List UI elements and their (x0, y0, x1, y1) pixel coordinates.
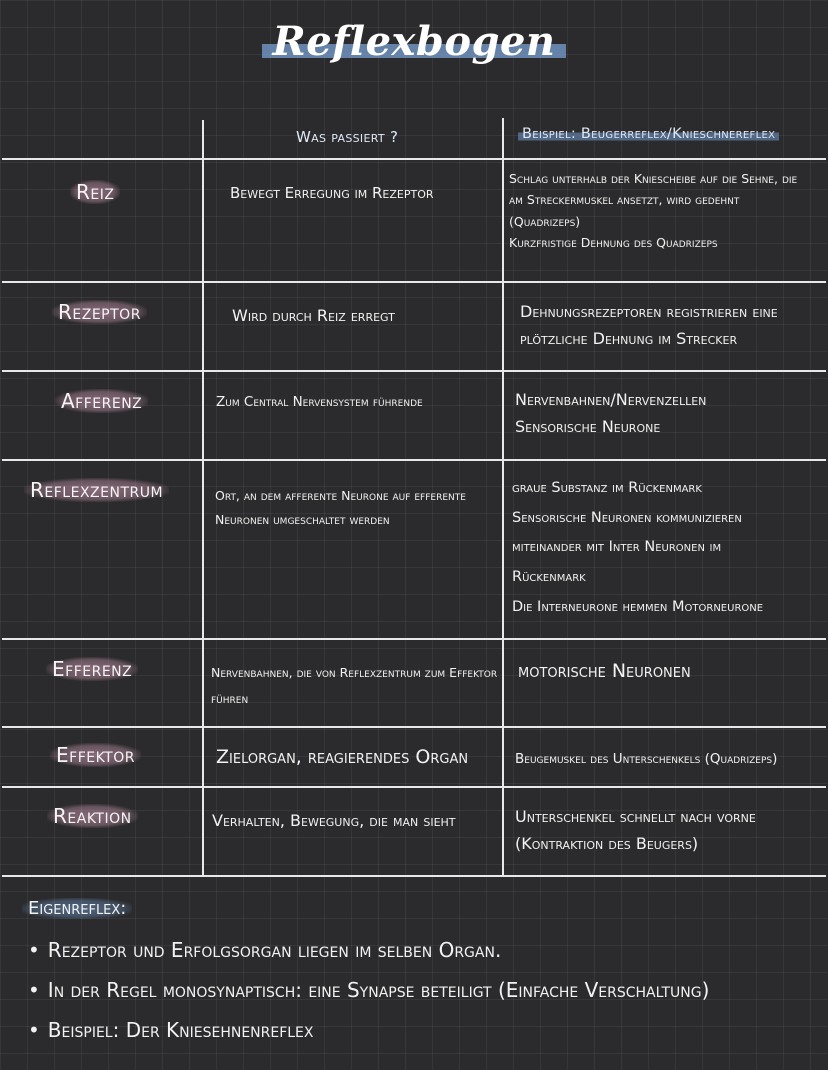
list-item: • In der Regel monosynaptisch: eine Synapse beteiligt (Einfache Verschaltung) (28, 978, 710, 1002)
row-example-afferenz: Nervenbahnen/Nervenzellen Sensorische Neurone (515, 390, 707, 437)
page-title: Reflexbogen (0, 18, 828, 65)
row-label-efferenz: Efferenz (46, 657, 138, 681)
table-divider (2, 158, 826, 160)
row-example-reiz: Schlag unterhalb der Kniescheibe auf die Sehne, die am Streckermuskel ansetzt, wird gedehnt (Quadrizeps) Kurzfristige Dehnung des Quadrizeps (509, 171, 798, 250)
row-what-rezeptor: Wird durch Reiz erregt (232, 306, 395, 325)
row-example-effektor: Beugemuskel des Unterschenkels (Quadrizeps) (515, 751, 778, 767)
list-item: • Rezeptor und Erfolgsorgan liegen im selben Organ. (28, 938, 502, 962)
eigenreflex-list (28, 930, 709, 1050)
row-what-effektor: Zielorgan, reagierendes Organ (216, 746, 469, 768)
row-label-reflexzentrum: Reflexzentrum (24, 478, 169, 502)
table-divider (2, 875, 826, 877)
list-item: • Beispiel: Der Kniesehnenreflex (28, 1018, 314, 1042)
row-example-reflexzentrum: graue Substanz im Rückenmark Sensorische Neuronen kommunizieren miteinander mit Inter Neuronen im Rückenmark Die Interneurone hemmen Motorneurone (512, 480, 764, 615)
row-label-reaktion: Reaktion (47, 804, 138, 828)
row-example-efferenz: motorische Neuronen (518, 660, 691, 682)
table-divider (2, 726, 826, 728)
row-what-afferenz: Zum Central Nervensystem führende (216, 394, 423, 410)
row-what-reflexzentrum: Ort, an dem afferente Neurone auf efferente Neuronen umgeschaltet werden (215, 488, 466, 527)
table-divider (502, 118, 504, 875)
table-divider (2, 281, 826, 283)
table-divider (2, 786, 826, 788)
row-example-rezeptor: Dehnungsrezeptoren registrieren eine plötzliche Dehnung im Strecker (520, 302, 778, 349)
header-what-happens: Was passiert ? (296, 128, 399, 146)
row-label-reiz: Reiz (70, 180, 120, 204)
table-divider (2, 638, 826, 640)
row-what-efferenz: Nervenbahnen, die von Reflexzentrum zum Effektor führen (211, 665, 498, 707)
bullet-icon: • (28, 938, 40, 962)
row-example-reaktion: Unterschenkel schnellt nach vorne (Kontraktion des Beugers) (515, 807, 756, 854)
row-label-rezeptor: Rezeptor (52, 300, 147, 324)
table-divider (2, 459, 826, 461)
bullet-icon: • (28, 1018, 40, 1042)
table-divider (202, 120, 204, 875)
row-label-afferenz: Afferenz (55, 389, 148, 413)
row-what-reiz: Bewegt Erregung im Rezeptor (230, 184, 434, 202)
eigenreflex-heading: Eigenreflex: (22, 898, 132, 919)
row-label-effektor: Effektor (50, 743, 141, 767)
bullet-icon: • (28, 978, 40, 1002)
table-divider (2, 370, 826, 372)
header-example: Beispiel: Beugerreflex/Knieschnereflex (518, 126, 779, 142)
row-what-reaktion: Verhalten, Bewegung, die man sieht (212, 811, 456, 830)
